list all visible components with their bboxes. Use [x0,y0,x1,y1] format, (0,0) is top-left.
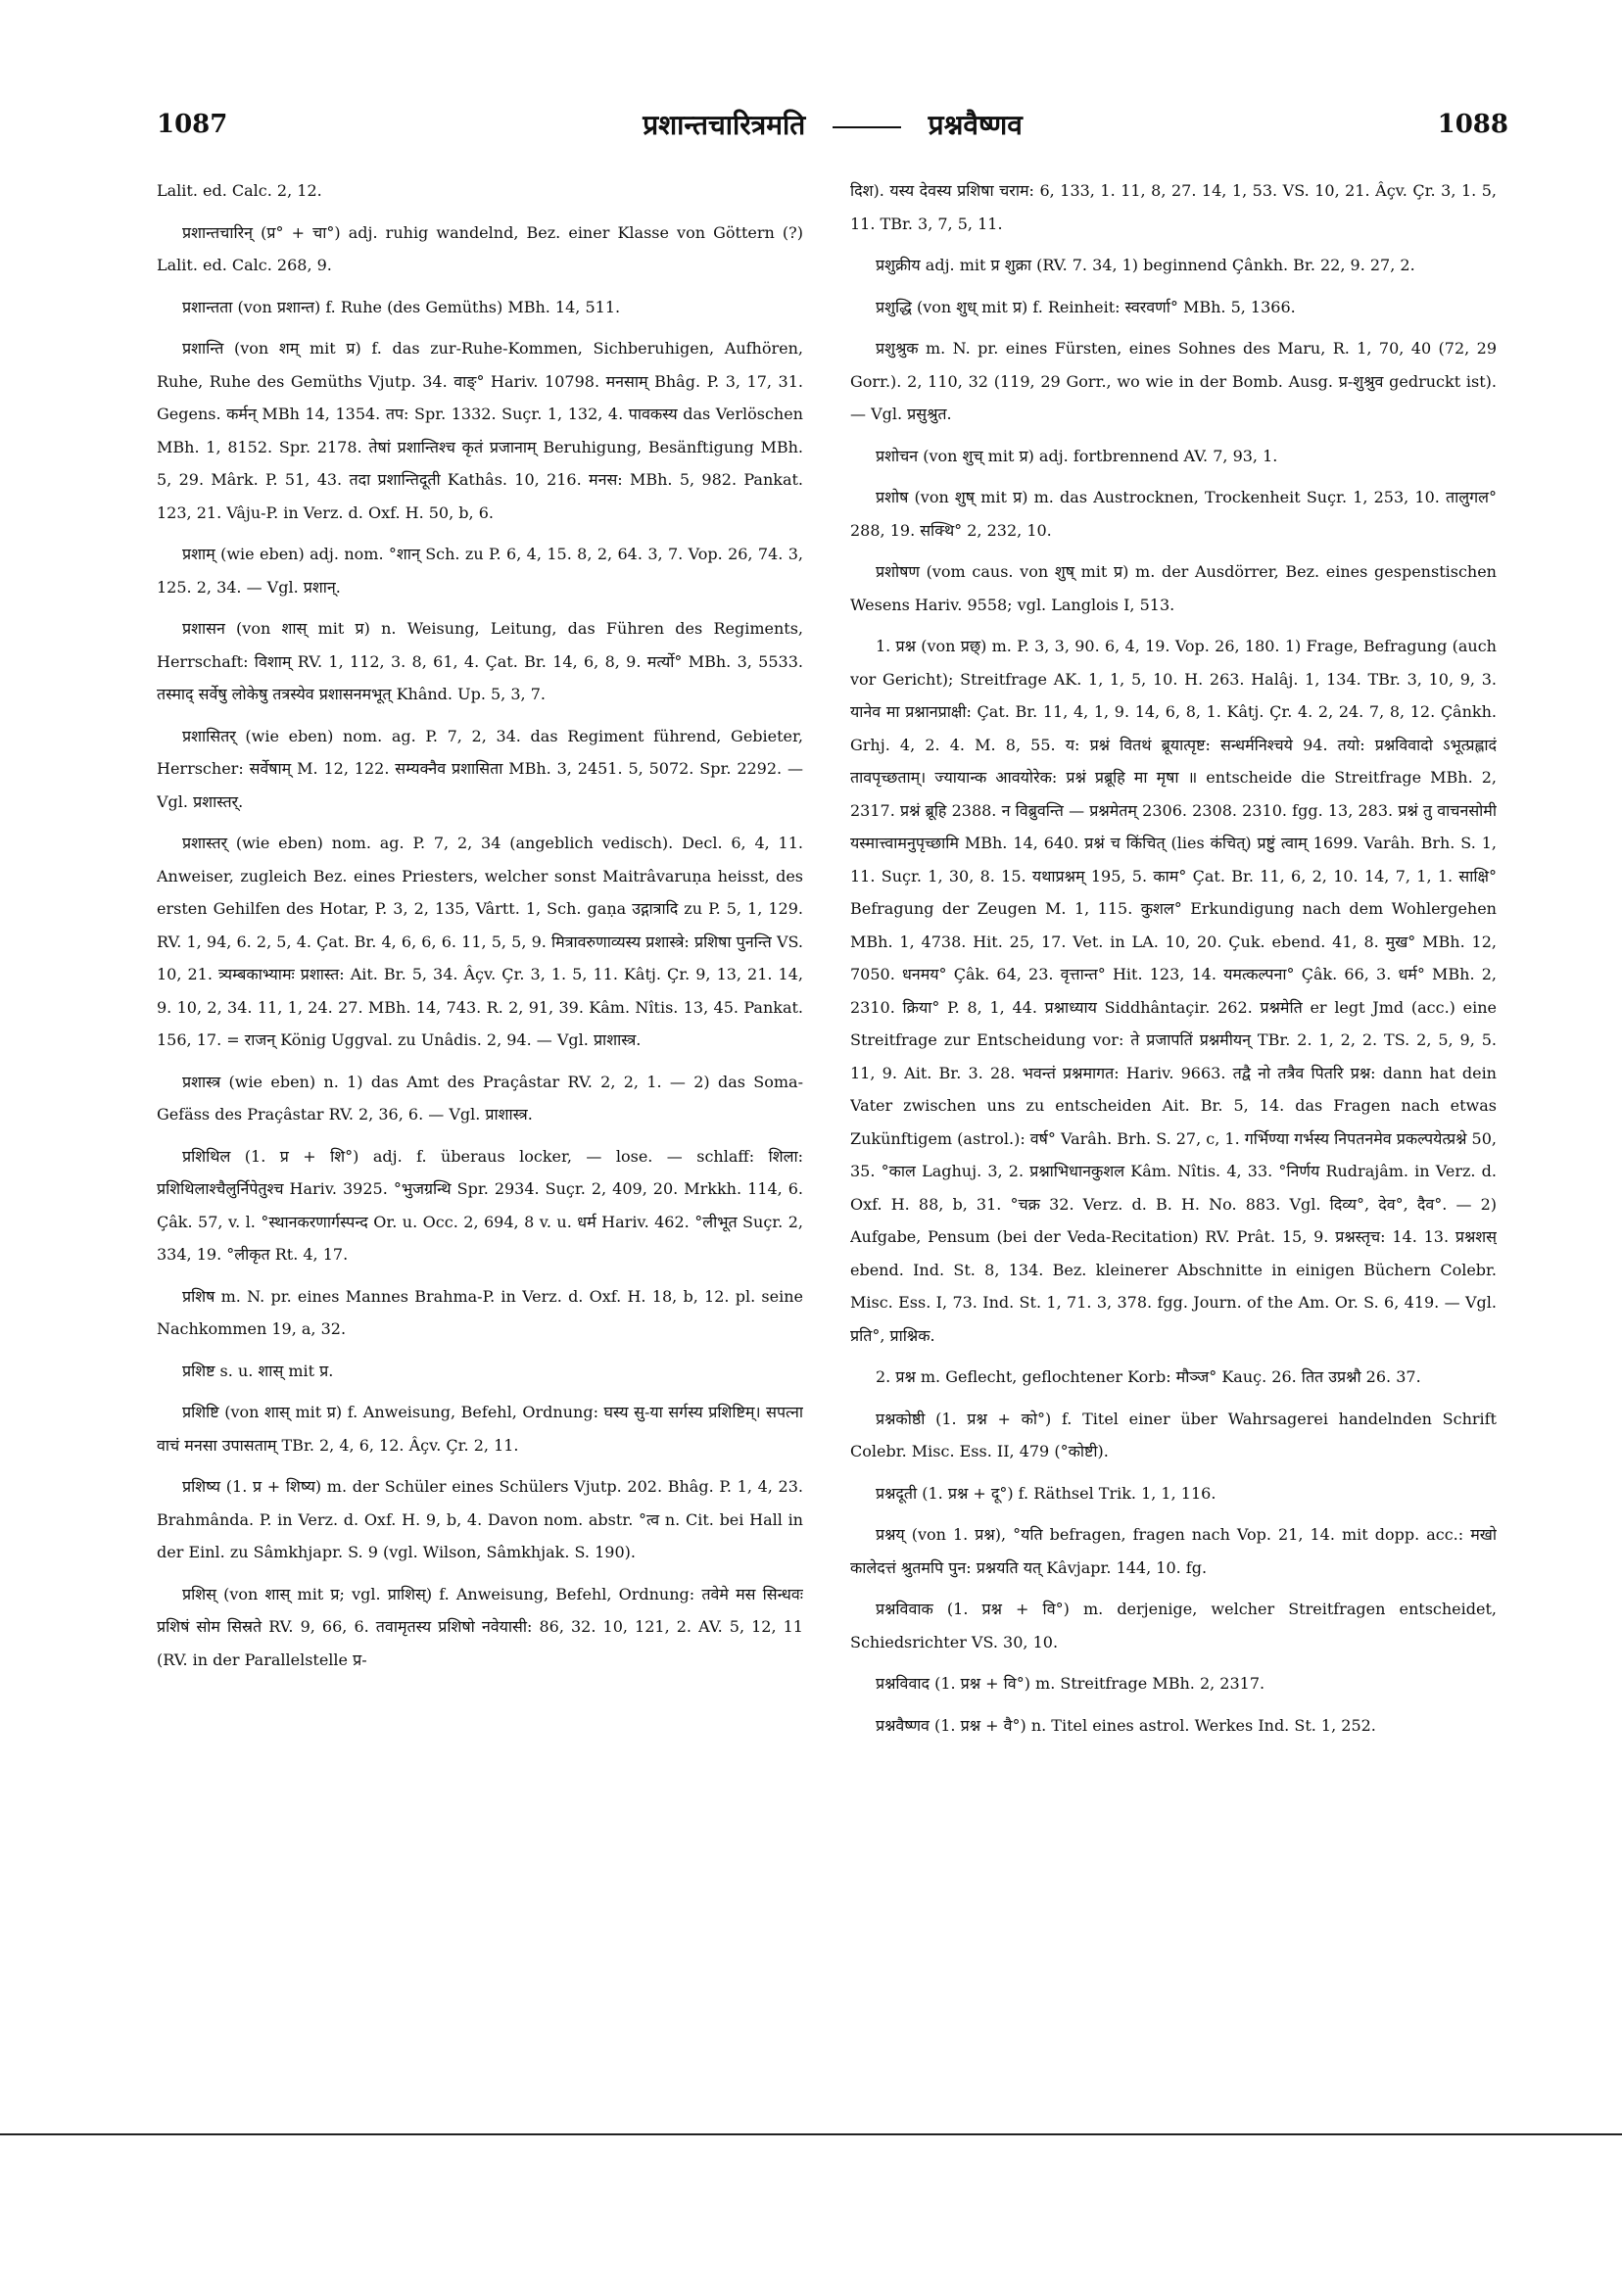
dictionary-entry: प्रशास्तर् (wie eben) nom. ag. P. 7, 2, 34 (angeblich vedisch). Decl. 6, 4, 11. Anweiser, zugleich Bez. eines Priesters, welcher sonst Maitrâvaruṇa heisst, des ersten Gehilfen des Hotar, P. 3, 2, 135, Vârtt. 1, Sch. gaṇa उद्गात्रादि zu P. 5, 1, 129. RV. 1, 94, 6. 2, 5, 4. Çat. Br. 4, 6, 6, 6. 11, 5, 5, 9. मित्रावरुणाव्यस्य प्रशास्त्रे: प्रशिषा पुनन्ति VS. 10, 21. त्र्यम्बकाभ्यामः प्रशास्त: Ait. Br. 5, 34. Âçv. Çr. 3, 1. 5, 11. Kâtj. Çr. 9, 13, 21. 14, 9. 10, 2, 34. 11, 1, 24. 27. MBh. 14, 743. R. 2, 91, 39. Kâm. Nîtis. 13, 45. Pankat. 156, 17. = राजन् König Uggval. zu Unâdis. 2, 94. — Vgl. प्राशास्त्र. [157,834,803,1049]
dictionary-entry: प्रशास्त्र (wie eben) n. 1) das Amt des Praçâstar RV. 2, 2, 1. — 2) das Soma-Gefäss des Praçâstar RV. 2, 36, 6. — Vgl. प्राशास्त्र. [157,1072,803,1124]
dictionary-entry: प्रशिष्ट s. u. शास् mit प्र. [182,1361,334,1380]
running-head-right: प्रश्नवैष्णव [928,109,1023,141]
dictionary-entry: प्रशोष (von शुष् mit प्र) m. das Austrocknen, Trockenheit Suçr. 1, 253, 10. तालुगल° 288, 19. सक्थि° 2, 232, 10. [850,488,1497,540]
running-head-dash [833,126,901,128]
dictionary-entry: प्रशुक्रीय adj. mit प्र शुक्रा (RV. 7. 34, 1) beginnend Çânkh. Br. 22, 9. 27, 2. [876,256,1415,274]
right-column [850,174,1497,2026]
dictionary-entry: प्रश्नकोष्ठी (1. प्रश्न + को°) f. Titel einer über Wahrsagerei handelnden Schrift Colebr. Misc. Ess. II, 479 (°कोष्टी). [850,1409,1497,1460]
dictionary-entry: प्रशाम् (wie eben) adj. nom. °शान् Sch. zu P. 6, 4, 15. 8, 2, 64. 3, 7. Vop. 26, 74. 3, 125. 2, 34. — Vgl. प्रशान्. [157,545,803,597]
page-header [157,106,1508,145]
dictionary-entry: प्रशान्तचारिन् (प्र° + चा°) adj. ruhig wandelnd, Bez. einer Klasse von Göttern (?) Lalit. ed. Calc. 268, 9. [157,222,803,274]
dictionary-entry: प्रशिष्टि (von शास् mit प्र) f. Anweisung, Befehl, Ordnung: घस्य सु-या सर्गस्य प्रशिष्टिम्। सपत्ना वाचं मनसा उपासताम् TBr. 2, 4, 6, 12. Âçv. Çr. 2, 11. [157,1403,803,1455]
dictionary-entry: प्रश्नय् (von 1. प्रश्न), °यति befragen, fragen nach Vop. 21, 14. mit dopp. acc.: मखो कालेदत्तं श्रुतमपि पुन: प्रश्नयति यत् Kâvjapr. 144, 10. fg. [850,1525,1497,1577]
dictionary-entry: प्रशुद्धि (von शुध् mit प्र) f. Reinheit: स्वरवर्णा° MBh. 5, 1366. [876,297,1296,316]
dictionary-entry: प्रश्नविवाक (1. प्रश्न + वि°) m. derjenige, welcher Streitfragen entscheidet, Schiedsrichter VS. 30, 10. [850,1600,1497,1651]
page-number-left: 1087 [157,110,228,139]
running-head [157,106,1508,143]
dictionary-entry: प्रशान्तता (von प्रशान्त) f. Ruhe (des Gemüths) MBh. 14, 511. [182,297,621,316]
dictionary-entry: प्रशिष m. N. pr. eines Mannes Brahma-P. in Verz. d. Oxf. H. 18, b, 12. pl. seine Nachkommen 19, a, 32. [157,1286,803,1338]
dictionary-entry: प्रशोचन (von शुच् mit प्र) adj. fortbrennend AV. 7, 93, 1. [876,446,1278,465]
dictionary-entry: प्रशुश्रुक m. N. pr. eines Fürsten, eines Sohnes des Maru, R. 1, 70, 40 (72, 29 Gorr.). 2, 110, 32 (119, 29 Gorr., wo wie in der Bomb. Ausg. प्र-शुश्रुव gedruckt ist). — Vgl. प्रसुश्रुत. [850,339,1497,423]
dictionary-entry: Lalit. ed. Calc. 2, 12. [157,181,322,200]
dictionary-entry: प्रश्नवैष्णव (1. प्रश्न + वै°) n. Titel eines astrol. Werkes Ind. St. 1, 252. [876,1715,1376,1735]
dictionary-entry: 1. प्रश्न (von प्रछ्) m. P. 3, 3, 90. 6, 4, 19. Vop. 26, 180. 1) Frage, Befragung (auch vor Gericht); Streitfrage AK. 1, 1, 5, 10. H. 263. Halâj. 1, 134. TBr. 3, 10, 9, 3. यानेव मा प्रश्नानप्राक्षी: Çat. Br. 11, 4, 1, 9. 14, 6, 8, 1. Kâtj. Çr. 4. 2, 24. 7, 8, 12. Çânkh. Grhj. 4, 2. 4. M. 8, 55. य: प्रश्नं वितथं ब्रूयात्पृष्ट: सन्धर्मनिश्चये 94. तयो: प्रश्नविवादो ऽभूत्प्रह्लादं तावपृच्छताम्। ज्यायान्क आवयोरेक: प्रश्नं प्रब्रूहि मा मृषा ॥ entscheide die Streitfrage MBh. 2, 2317. प्रश्नं ब्रूहि 2388. न विब्रुवन्ति — प्रश्नमेतम् 2306. 2308. 2310. fgg. 13, 283. प्रश्नं तु वाचनसोमी यस्मात्त्वामनुपृच्छामि MBh. 14, 640. प्रश्नं च किंचित् (lies कंचित्) प्रष्टुं त्वाम् 1699. Varâh. Brh. S. 1, 11. Suçr. 1, 30, 8. 15. यथाप्रश्नम् 195, 5. काम° Çat. Br. 11, 6, 2, 10. 14, 7, 1, 1. साक्षि° Befragung der Zeugen M. 1, 115. कुशल° Erkundigung nach dem Wohlergehen MBh. 1, 4738. Hit. 25, 17. Vet. in LA. 10, 20. Çuk. ebend. 41, 8. मुख° MBh. 12, 7050. धनमय° Çâk. 64, 23. वृत्तान्त° Hit. 123, 14. यमत्कल्पना° Çâk. 66, 3. धर्म° MBh. 2, 2310. क्रिया° P. 8, 1, 44. प्रश्नाध्याय Siddhântaçir. 262. प्रश्नमेति er legt Jmd (acc.) eine Streitfrage zur Entscheidung vor: ते प्रजापतिं प्रश्नमीयन् TBr. 2. 1, 2, 2. TS. 2, 5, 9, 5. 11, 9. Ait. Br. 3. 28. भवन्तं प्रश्नमागत: Hariv. 9663. तद्वै नो तत्रैव पितरि प्रश्न: dann hat dein Vater zwischen uns zu entscheiden Ait. Br. 5, 14. das Fragen nach etwas Zukünftigem (astrol.): वर्ष° Varâh. Brh. S. 27, c, 1. गर्भिण्या गर्भस्य निपतनमेव प्रकल्पयेत्प्रश्ने 50, 35. °काल Laghuj. 3, 2. प्रश्नाभिधानकुशल Kâm. Nîtis. 4, 33. °निर्णय Rudrajâm. in Verz. d. Oxf. H. 88, b, 31. °चक्र 32. Verz. d. B. H. No. 883. Vgl. दिव्य°, देव°, दैव°. — 2) Aufgabe, Pensum (bei der Veda-Recitation) RV. Prât. 15, 9. प्रश्नस्तृच: 14. 13. प्रश्नशस् ebend. Ind. St. 8, 134. Bez. kleinerer Abschnitte in einigen Büchern Colebr. Misc. Ess. I, 73. Ind. St. 1, 71. 3, 378. fgg. Journ. of the Am. Or. S. 6, 419. — Vgl. प्रति°, प्राश्निक. [850,637,1497,1345]
dictionary-entry: 2. प्रश्न m. Geflecht, geflochtener Korb: मौञ्ज° Kauç. 26. तित उप्रश्नौ 26. 37. [876,1367,1421,1386]
dictionary-entry: प्रशिष्य (1. प्र + शिष्य) m. der Schüler eines Schülers Vjutp. 202. Bhâg. P. 1, 4, 23. Brahmânda. P. in Verz. d. Oxf. H. 9, b, 4. Davon nom. abstr. °त्व n. Cit. bei Hall in der Einl. zu Sâmkhjapr. S. 9 (vgl. Wilson, Sâmkhjak. S. 190). [157,1477,803,1561]
dictionary-entry: दिश). यस्य देवस्य प्रशिषा चराम: 6, 133, 1. 11, 8, 27. 14, 1, 53. VS. 10, 21. Âçv. Çr. 3, 1. 5, 11. TBr. 3, 7, 5, 11. [850,181,1497,233]
dictionary-entry: प्रश्नदूती (1. प्रश्न + दू°) f. Räthsel Trik. 1, 1, 116. [876,1483,1216,1503]
page-number-right: 1088 [1437,110,1508,139]
dictionary-entry: प्रशासितर् (wie eben) nom. ag. P. 7, 2, 34. das Regiment führend, Gebieter, Herrscher: सर्वेषाम् M. 12, 122. सम्यक्नैव प्रशासिता MBh. 3, 2451. 5, 5072. Spr. 2292. — Vgl. प्रशास्तर्. [157,726,803,811]
dictionary-entry: प्रशोषण (vom caus. von शुष् mit प्र) m. der Ausdörrer, Bez. eines gespenstischen Wesens Hariv. 9558; vgl. Langlois I, 513. [850,562,1497,614]
left-column [157,174,803,2026]
running-head-left: प्रशान्तचारित्रमति [643,109,806,141]
dictionary-entry: प्रश्नविवाद (1. प्रश्न + वि°) m. Streitfrage MBh. 2, 2317. [876,1674,1265,1693]
dictionary-entry: प्रशासन (von शास् mit प्र) n. Weisung, Leitung, das Führen des Regiments, Herrschaft: विशाम् RV. 1, 112, 3. 8, 61, 4. Çat. Br. 14, 6, 8, 9. मर्त्यो° MBh. 3, 5533. तस्माद् सर्वेषु लोकेषु तत्रस्येव प्रशासनमभूत् Khând. Up. 5, 3, 7. [157,619,803,703]
dictionary-entry: प्रशिथिल (1. प्र + शि°) adj. f. überaus locker, — lose. — schlaff: शिला: प्रशिथिलाश्चैलुर्निपेतुश्च Hariv. 3925. °भुजग्रन्थि Spr. 2934. Suçr. 2, 409, 20. Mrkkh. 114, 6. Çâk. 57, v. l. °स्थानकरणार्गस्पन्द Or. u. Occ. 2, 694, 8 v. u. धर्म Hariv. 462. °लीभूत Suçr. 2, 334, 19. °लीकृत Rt. 4, 17. [157,1146,803,1264]
bottom-rule [0,2133,1622,2135]
dictionary-entry: प्रशान्ति (von शम् mit प्र) f. das zur-Ruhe-Kommen, Sichberuhigen, Aufhören, Ruhe, Ruhe des Gemüths Vjutp. 34. वाङ्° Hariv. 10798. मनसाम् Bhâg. P. 3, 17, 31. Gegens. कर्मन् MBh 14, 1354. तप: Spr. 1332. Suçr. 1, 132, 4. पावकस्य das Verlöschen MBh. 1, 8152. Spr. 2178. तेषां प्रशान्तिश्च कृतं प्रजानाम् Beruhigung, Besänftigung MBh. 5, 29. Mârk. P. 51, 43. तदा प्रशान्तिदूती Kathâs. 10, 216. मनस: MBh. 5, 982. Pankat. 123, 21. Vâju-P. in Verz. d. Oxf. H. 50, b, 6. [157,339,803,522]
dictionary-entry: प्रशिस् (von शास् mit प्र; vgl. प्राशिस्) f. Anweisung, Befehl, Ordnung: तवेमे मस सिन्धवः प्रशिषं सोम सिस्रते RV. 9, 66, 6. तवामृतस्य प्रशिषो नवेयासी: 86, 32. 10, 121, 2. AV. 5, 12, 11 (RV. in der Parallelstelle प्र- [157,1584,803,1669]
